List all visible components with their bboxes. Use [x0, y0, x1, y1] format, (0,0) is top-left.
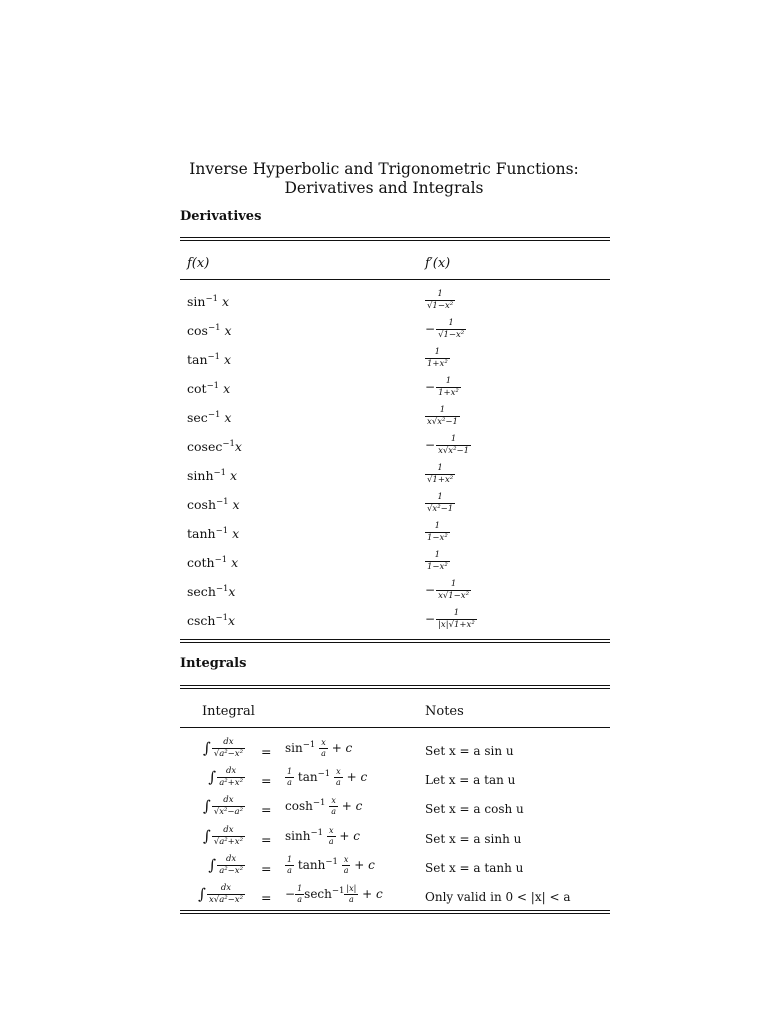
fraction-numerator: dx — [220, 883, 232, 893]
fraction-numerator: 1 — [297, 884, 303, 893]
integral-expression — [198, 884, 245, 904]
function-argument: x — [220, 410, 232, 426]
minus-sign: − — [425, 322, 436, 336]
equals-sign: = — [261, 802, 272, 817]
fraction — [436, 580, 471, 600]
fraction — [217, 855, 245, 875]
function-exponent: −1 — [215, 613, 228, 623]
derivative-row — [0, 521, 768, 552]
fraction-numerator: dx — [225, 854, 237, 864]
fraction — [329, 797, 338, 816]
integrals-header-rule — [180, 727, 610, 728]
fraction-denominator: a²−x² — [219, 865, 243, 876]
integral-expression — [203, 826, 245, 846]
fraction-denominator: 1+x² — [427, 358, 448, 369]
fraction-numerator: x — [328, 826, 334, 835]
function-argument: x — [220, 352, 232, 368]
integrals-bottom-rule — [180, 910, 610, 914]
result-text: sech — [304, 887, 332, 901]
result-text: tan — [294, 770, 318, 784]
fraction — [327, 827, 336, 846]
function-argument: x — [220, 323, 232, 339]
result-text: + c — [327, 741, 353, 755]
derivative-row — [0, 318, 768, 349]
fraction-denominator: a — [328, 837, 334, 846]
result-text: + c — [358, 887, 383, 901]
integral-row — [0, 737, 768, 770]
fraction-numerator: dx — [223, 825, 234, 835]
fraction — [436, 319, 466, 339]
function-cell — [187, 584, 235, 599]
fraction-numerator: 1 — [437, 289, 443, 299]
fraction-numerator: 1 — [434, 521, 441, 531]
fraction-numerator: 1 — [445, 376, 452, 386]
fraction — [425, 348, 450, 368]
fraction-denominator: x√x²−1 — [438, 445, 470, 456]
function-exponent: −1 — [207, 410, 221, 420]
function-cell — [187, 294, 229, 309]
fraction — [425, 290, 455, 310]
fraction-denominator: a — [285, 777, 294, 787]
fraction-numerator: 1 — [287, 855, 293, 864]
function-exponent: −1 — [207, 323, 221, 333]
result-text: + c — [337, 799, 363, 813]
equals-sign: = — [261, 744, 272, 759]
fraction-denominator: a — [331, 807, 336, 816]
fraction — [436, 435, 471, 455]
integral-sign: ∫ — [198, 885, 206, 903]
integral-result — [285, 768, 367, 787]
fraction — [425, 551, 450, 571]
function-argument: x — [218, 294, 230, 310]
function-name: cot — [187, 381, 207, 397]
fraction — [285, 768, 294, 787]
exponent: −1 — [331, 886, 345, 896]
fraction-numerator: x — [331, 796, 336, 805]
function-argument: x — [228, 526, 240, 542]
derivative-cell — [425, 522, 450, 542]
function-cell — [187, 497, 240, 512]
fraction — [285, 856, 294, 875]
fraction-numerator: x — [321, 738, 326, 747]
fraction-denominator: a — [285, 865, 294, 875]
derivative-cell — [425, 493, 455, 513]
integral-sign: ∫ — [202, 739, 211, 757]
exponent: −1 — [302, 740, 316, 750]
minus-sign: − — [425, 438, 436, 452]
derivatives-header-rule — [180, 279, 610, 280]
function-argument: x — [234, 439, 242, 455]
derivatives-col-function: f(x) — [187, 256, 210, 271]
integral-result — [285, 739, 352, 758]
fraction-denominator: 1−x² — [427, 532, 448, 543]
exponent: −1 — [312, 798, 326, 808]
derivative-cell — [425, 464, 455, 484]
page-title — [0, 160, 768, 198]
fraction — [425, 464, 455, 484]
derivative-row — [0, 550, 768, 581]
function-name: tan — [187, 352, 208, 368]
fraction-denominator: a — [335, 778, 341, 787]
fraction-denominator: a — [295, 894, 304, 904]
function-argument: x — [228, 497, 240, 513]
function-exponent: −1 — [213, 468, 227, 478]
function-argument: x — [227, 555, 239, 571]
derivative-row — [0, 492, 768, 523]
result-text: + c — [350, 858, 375, 872]
function-exponent: −1 — [215, 584, 229, 594]
derivative-row — [0, 463, 768, 494]
fraction — [436, 377, 461, 397]
derivatives-top-rule — [180, 237, 610, 241]
integral-note: Let x = a tan u — [425, 773, 516, 787]
function-name: tanh — [187, 526, 216, 542]
derivative-cell — [425, 348, 450, 368]
function-exponent: −1 — [207, 352, 221, 362]
fraction-denominator: √a²+x² — [213, 836, 243, 847]
fraction-numerator: |x| — [346, 884, 357, 893]
title-line-1: Inverse Hyperbolic and Trigonometric Functions: — [189, 160, 579, 178]
fraction-denominator: x√x²−1 — [427, 416, 458, 427]
result-text: cosh — [285, 799, 313, 813]
derivative-cell — [425, 377, 461, 397]
fraction-denominator: a²+x² — [219, 777, 243, 788]
function-name: cos — [187, 323, 208, 339]
equals-sign: = — [261, 890, 272, 905]
minus-sign: − — [425, 583, 436, 597]
fraction-numerator: 1 — [437, 492, 443, 502]
fraction-numerator: x — [343, 855, 349, 864]
fraction — [334, 768, 343, 787]
fraction — [344, 885, 358, 904]
function-name: sec — [187, 410, 208, 426]
equals-sign: = — [261, 861, 272, 876]
fraction-numerator: 1 — [450, 579, 457, 589]
fraction-numerator: dx — [223, 737, 234, 747]
function-cell — [187, 410, 231, 425]
integral-row — [0, 854, 768, 887]
derivative-row — [0, 347, 768, 378]
exponent: −1 — [325, 857, 338, 867]
integral-sign: ∫ — [202, 827, 211, 845]
integral-note: Set x = a sin u — [425, 744, 514, 758]
minus-sign: − — [425, 380, 436, 394]
fraction-numerator: 1 — [434, 347, 441, 357]
integral-expression — [208, 855, 245, 875]
derivatives-heading: Derivatives — [180, 209, 262, 224]
function-argument: x — [228, 613, 236, 629]
fraction-numerator: dx — [223, 795, 234, 805]
function-cell — [187, 555, 238, 570]
fraction — [295, 885, 304, 904]
function-exponent: −1 — [214, 555, 228, 565]
fraction-denominator: √1−x² — [427, 300, 454, 311]
integral-expression — [203, 796, 245, 816]
derivatives-col-derivative: f′(x) — [425, 256, 451, 271]
fraction-denominator: √x²−1 — [427, 503, 454, 514]
fraction — [212, 826, 245, 846]
fraction-numerator: dx — [225, 766, 237, 776]
function-exponent: −1 — [222, 439, 235, 449]
function-exponent: −1 — [206, 381, 220, 391]
function-argument: x — [226, 468, 238, 484]
function-cell — [187, 526, 239, 541]
fraction-denominator: √x²−a² — [213, 806, 243, 817]
fraction-denominator: a — [343, 866, 349, 875]
fraction-numerator: 1 — [439, 405, 446, 415]
function-cell — [187, 352, 231, 367]
function-name: coth — [187, 555, 215, 571]
derivative-cell — [425, 406, 460, 426]
fraction-numerator: 1 — [450, 434, 457, 444]
derivative-cell — [425, 319, 466, 339]
function-exponent: −1 — [216, 497, 229, 507]
fraction-denominator: √1−x² — [438, 329, 465, 340]
equals-sign: = — [261, 773, 272, 788]
integral-sign: ∫ — [208, 856, 217, 874]
function-argument: x — [219, 381, 231, 397]
fraction — [425, 493, 455, 513]
derivative-cell — [425, 609, 477, 629]
fraction-denominator: a — [321, 749, 326, 758]
fraction-numerator: 1 — [453, 608, 460, 618]
derivatives-bottom-rule — [180, 639, 610, 643]
fraction — [217, 767, 245, 787]
integral-result — [285, 827, 360, 846]
fraction — [212, 796, 245, 816]
derivative-cell — [425, 580, 471, 600]
fraction-denominator: √a²−x² — [213, 748, 243, 759]
function-exponent: −1 — [215, 526, 229, 536]
fraction-denominator: 1+x² — [438, 387, 459, 398]
minus-sign: − — [425, 612, 436, 626]
fraction-denominator: 1−x² — [427, 561, 448, 572]
derivative-row — [0, 434, 768, 465]
fraction-denominator: a — [344, 894, 358, 904]
function-name: sin — [187, 294, 206, 310]
integral-sign: ∫ — [208, 768, 217, 786]
function-cell — [187, 468, 237, 483]
exponent: −1 — [310, 828, 323, 838]
integral-row — [0, 795, 768, 828]
integral-note: Only valid in 0 < |x| < a — [425, 890, 571, 904]
derivative-cell — [425, 551, 450, 571]
result-text: sin — [285, 741, 303, 755]
fraction — [212, 738, 245, 758]
fraction — [425, 406, 460, 426]
equals-sign: = — [261, 832, 272, 847]
derivative-cell — [425, 290, 455, 310]
integral-sign: ∫ — [202, 797, 211, 815]
fraction-denominator: √1+x² — [427, 474, 454, 485]
fraction-denominator: x√1−x² — [438, 590, 470, 601]
function-name: cosh — [187, 497, 216, 513]
function-name: cosec — [187, 439, 223, 455]
integral-result — [285, 885, 383, 904]
integrals-col-integral: Integral — [202, 704, 255, 719]
derivative-row — [0, 608, 768, 639]
derivative-row — [0, 579, 768, 610]
integral-expression — [203, 738, 245, 758]
result-text: + c — [335, 829, 360, 843]
fraction-numerator: 1 — [287, 767, 293, 776]
fraction-denominator: x√a²−x² — [208, 894, 243, 905]
fraction-numerator: 1 — [448, 318, 454, 328]
result-text: sinh — [285, 829, 311, 843]
result-text: tanh — [294, 858, 326, 872]
integrals-col-notes: Notes — [425, 704, 464, 719]
result-text: + c — [342, 770, 368, 784]
function-exponent: −1 — [205, 294, 218, 304]
function-name: sech — [187, 584, 216, 600]
fraction — [207, 884, 245, 904]
fraction-numerator: 1 — [434, 550, 441, 560]
fraction — [425, 522, 450, 542]
derivative-cell — [425, 435, 471, 455]
title-line-2: Derivatives and Integrals — [284, 179, 484, 197]
integral-row — [0, 825, 768, 858]
derivative-row — [0, 289, 768, 320]
fraction-numerator: 1 — [437, 463, 443, 473]
integral-note: Set x = a cosh u — [425, 802, 524, 816]
fraction-denominator: |x|√1+x² — [438, 619, 475, 630]
integral-note: Set x = a sinh u — [425, 832, 522, 846]
integral-result — [285, 797, 362, 816]
exponent: −1 — [317, 769, 331, 779]
function-name: sinh — [187, 468, 214, 484]
fraction — [319, 739, 328, 758]
integrals-top-rule — [180, 685, 610, 689]
function-argument: x — [228, 584, 236, 600]
derivative-row — [0, 405, 768, 436]
fraction — [436, 609, 477, 629]
integral-result — [285, 856, 375, 875]
derivative-row — [0, 376, 768, 407]
function-cell — [187, 323, 232, 338]
result-text: − — [285, 887, 296, 901]
integral-row — [0, 766, 768, 799]
fraction-numerator: x — [336, 767, 341, 776]
integrals-heading: Integrals — [180, 656, 247, 671]
function-cell — [187, 381, 230, 396]
integral-expression — [208, 767, 245, 787]
function-cell — [187, 439, 242, 454]
integral-note: Set x = a tanh u — [425, 861, 524, 875]
function-cell — [187, 613, 235, 628]
function-name: csch — [187, 613, 216, 629]
